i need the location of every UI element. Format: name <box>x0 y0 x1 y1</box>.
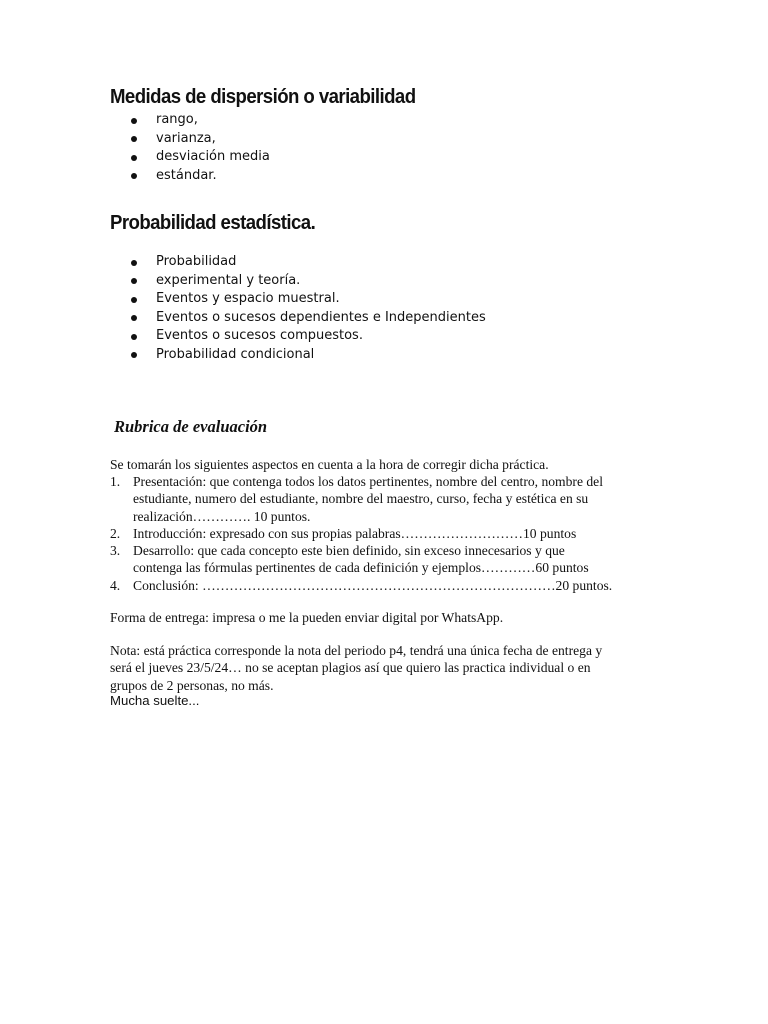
note-line: Nota: está práctica corresponde la nota del periodo p4, tendrá una única fecha de entrega y <box>110 643 603 658</box>
list-item: rango, <box>128 111 270 130</box>
list-item: Eventos o sucesos dependientes e Independientes <box>128 309 486 328</box>
rubric-list <box>110 473 612 594</box>
rubric-item-line: realización…………. 10 puntos. <box>133 508 311 524</box>
rubric-item-line: estudiante, numero del estudiante, nombre del maestro, curso, fecha y estética en su <box>133 491 589 507</box>
bullet-icon <box>131 260 137 266</box>
section-title-dispersion: Medidas de dispersión o variabilidad <box>110 86 416 108</box>
bullet-icon <box>131 118 137 124</box>
rubric-item <box>110 542 612 577</box>
list-item: desviación media <box>128 148 270 167</box>
list-item: Probabilidad condicional <box>128 346 486 365</box>
list-item: Eventos o sucesos compuestos. <box>128 327 486 346</box>
rubric-item-line: Presentación: que contenga todos los datos pertinentes, nombre del centro, nombre del <box>133 474 603 489</box>
rubric-item-number: 2. <box>110 525 121 541</box>
rubric-intro: Se tomarán los siguientes aspectos en cuenta a la hora de corregir dicha práctica. <box>110 457 549 472</box>
section-title-probability: Probabilidad estadística. <box>110 212 316 234</box>
note-line: grupos de 2 personas, no más. <box>110 677 274 693</box>
list-item: estándar. <box>128 167 270 186</box>
rubric-item <box>110 577 612 594</box>
note-paragraph <box>110 642 602 694</box>
rubric-item-line: Conclusión: ……………………………………………………………………20 puntos. <box>133 577 613 593</box>
rubric-item-number: 3. <box>110 543 121 559</box>
list-item: varianza, <box>128 130 270 149</box>
rubric-item <box>110 473 612 525</box>
list-item: Eventos y espacio muestral. <box>128 290 486 309</box>
bullet-icon <box>131 136 137 142</box>
bullet-icon <box>131 278 137 284</box>
dispersion-list <box>128 111 270 185</box>
bullet-icon <box>131 315 137 321</box>
delivery-text: Forma de entrega: impresa o me la pueden enviar digital por WhatsApp. <box>110 610 504 625</box>
rubric-item-line: Desarrollo: que cada concepto este bien definido, sin exceso innecesarios y que <box>133 543 565 559</box>
list-item: Probabilidad <box>128 253 486 272</box>
note-line: será el jueves 23/5/24… no se aceptan plagios así que quiero las practica individual o en <box>110 660 591 676</box>
rubric-item-number: 1. <box>110 474 121 489</box>
rubric-title: Rubrica de evaluación <box>114 417 268 436</box>
bullet-icon <box>131 334 137 340</box>
closing-text: Mucha suelte... <box>110 693 200 708</box>
bullet-icon <box>131 155 137 161</box>
list-item: experimental y teoría. <box>128 272 486 291</box>
rubric-item-line: contenga las fórmulas pertinentes de cada definición y ejemplos…………60 puntos <box>133 560 589 576</box>
rubric-item-line: Introducción: expresado con sus propias palabras………………………10 puntos <box>133 525 577 541</box>
rubric-item-number: 4. <box>110 577 121 593</box>
bullet-icon <box>131 297 137 303</box>
probability-list <box>128 253 486 365</box>
bullet-icon <box>131 173 137 179</box>
rubric-item <box>110 525 612 542</box>
bullet-icon <box>131 352 137 358</box>
